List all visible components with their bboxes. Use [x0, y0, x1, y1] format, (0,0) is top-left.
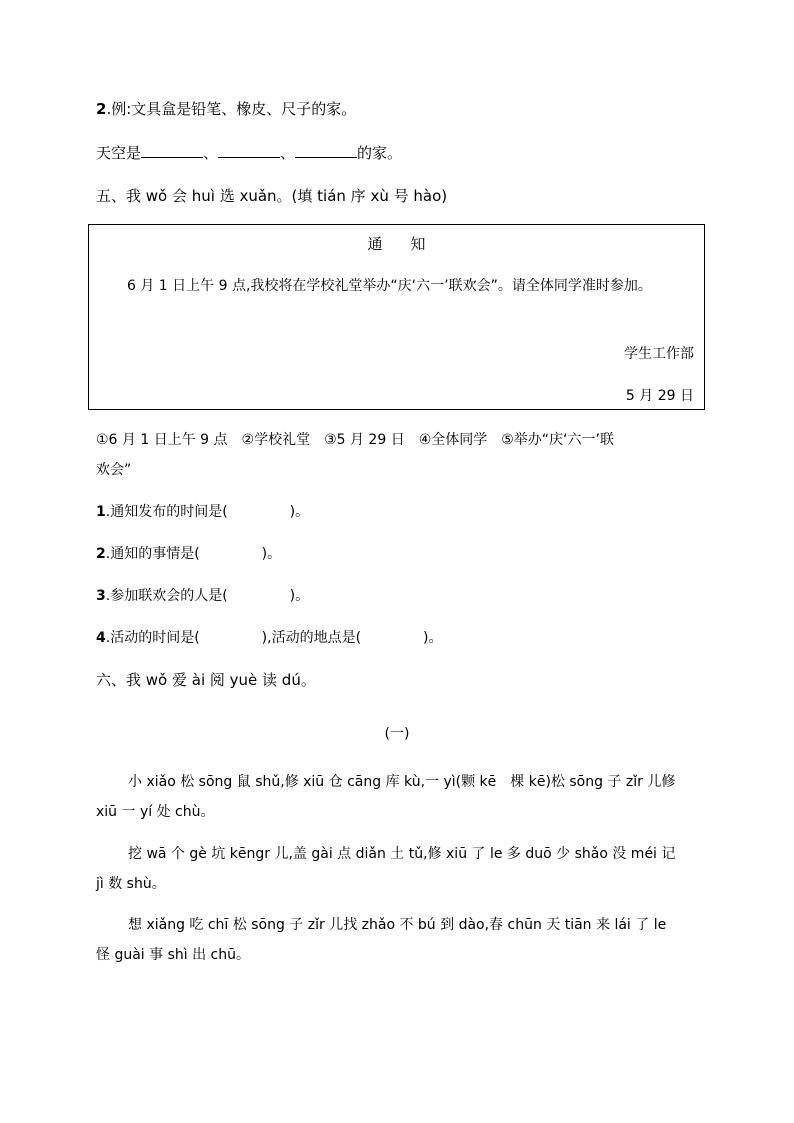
question-number: 4	[96, 630, 106, 646]
question-number: 2	[96, 546, 106, 562]
passage-paragraph-1: 小 xiǎo 松 sōng 鼠 shǔ,修 xiū 仓 cāng 库 kù,一 yì(颗 kē 棵 kē)松 sōng 子 zǐr 儿修	[128, 774, 676, 790]
passage-paragraph-1-continued: xiū 一 yí 处 chù。	[96, 804, 215, 820]
notice-signer: 学生工作部	[624, 346, 694, 362]
question-text: .通知发布的时间是(	[105, 504, 228, 520]
options-line-continued: 欢会”	[96, 462, 132, 478]
question-close: )。	[261, 546, 282, 562]
question-number: 3	[96, 588, 106, 604]
answer-blank-3[interactable]	[295, 143, 357, 158]
fill-prefix: 天空是	[96, 144, 142, 162]
question-4	[96, 628, 443, 648]
passage-paragraph-3-continued: 怪 guài 事 shì 出 chū。	[96, 947, 250, 963]
question-close: )。	[289, 588, 310, 604]
notice-date: 5 月 29 日	[625, 388, 694, 404]
fill-suffix: 的家。	[357, 144, 403, 162]
question-close: )。	[289, 504, 310, 520]
notice-body: 6 月 1 日上午 9 点,我校将在学校礼堂举办“庆‘六一’联欢会”。请全体同学准时参加。	[127, 278, 652, 294]
separator: 、	[280, 144, 296, 162]
notice-title: 通知	[367, 235, 454, 253]
answer-blank-1[interactable]	[141, 143, 203, 158]
question-number: 1	[96, 504, 106, 520]
question-2	[96, 544, 281, 564]
answer-blank-2[interactable]	[218, 143, 280, 158]
passage-paragraph-2-continued: jì 数 shù。	[96, 876, 166, 892]
question-1	[96, 502, 309, 522]
question-3	[96, 586, 309, 606]
options-line: ①6 月 1 日上午 9 点 ②学校礼堂 ③5 月 29 日 ④全体同学 ⑤举办“庆‘六一’联	[96, 432, 614, 448]
passage-paragraph-3: 想 xiǎng 吃 chī 松 sōng 子 zǐr 儿找 zhǎo 不 bú 到 dào,春 chūn 天 tiān 来 lái 了 le	[128, 917, 667, 933]
question-text: .通知的事情是(	[105, 546, 200, 562]
section-heading-6: 六、我 wǒ 爱 ài 阅 yuè 读 dú。	[96, 671, 316, 689]
example-text: .例:文具盒是铅笔、橡皮、尺子的家。	[106, 100, 357, 118]
question-mid: ),活动的地点是(	[261, 630, 362, 646]
passage-paragraph-2: 挖 wā 个 gè 坑 kēngr 儿,盖 gài 点 diǎn 土 tǔ,修 xiū 了 le 多 duō 少 shǎo 没 méi 记	[128, 846, 676, 862]
question-text: .活动的时间是(	[105, 630, 200, 646]
question-number: 2	[96, 100, 107, 118]
question-close: )。	[423, 630, 443, 646]
section-heading-5: 五、我 wǒ 会 huì 选 xuǎn。(填 tián 序 xù 号 hào)	[96, 187, 448, 205]
notice-box	[88, 224, 705, 410]
part-label: (一)	[384, 726, 410, 742]
question-text: .参加联欢会的人是(	[105, 588, 228, 604]
example-line	[96, 99, 356, 119]
separator: 、	[203, 144, 219, 162]
fill-blank-line	[96, 143, 402, 163]
